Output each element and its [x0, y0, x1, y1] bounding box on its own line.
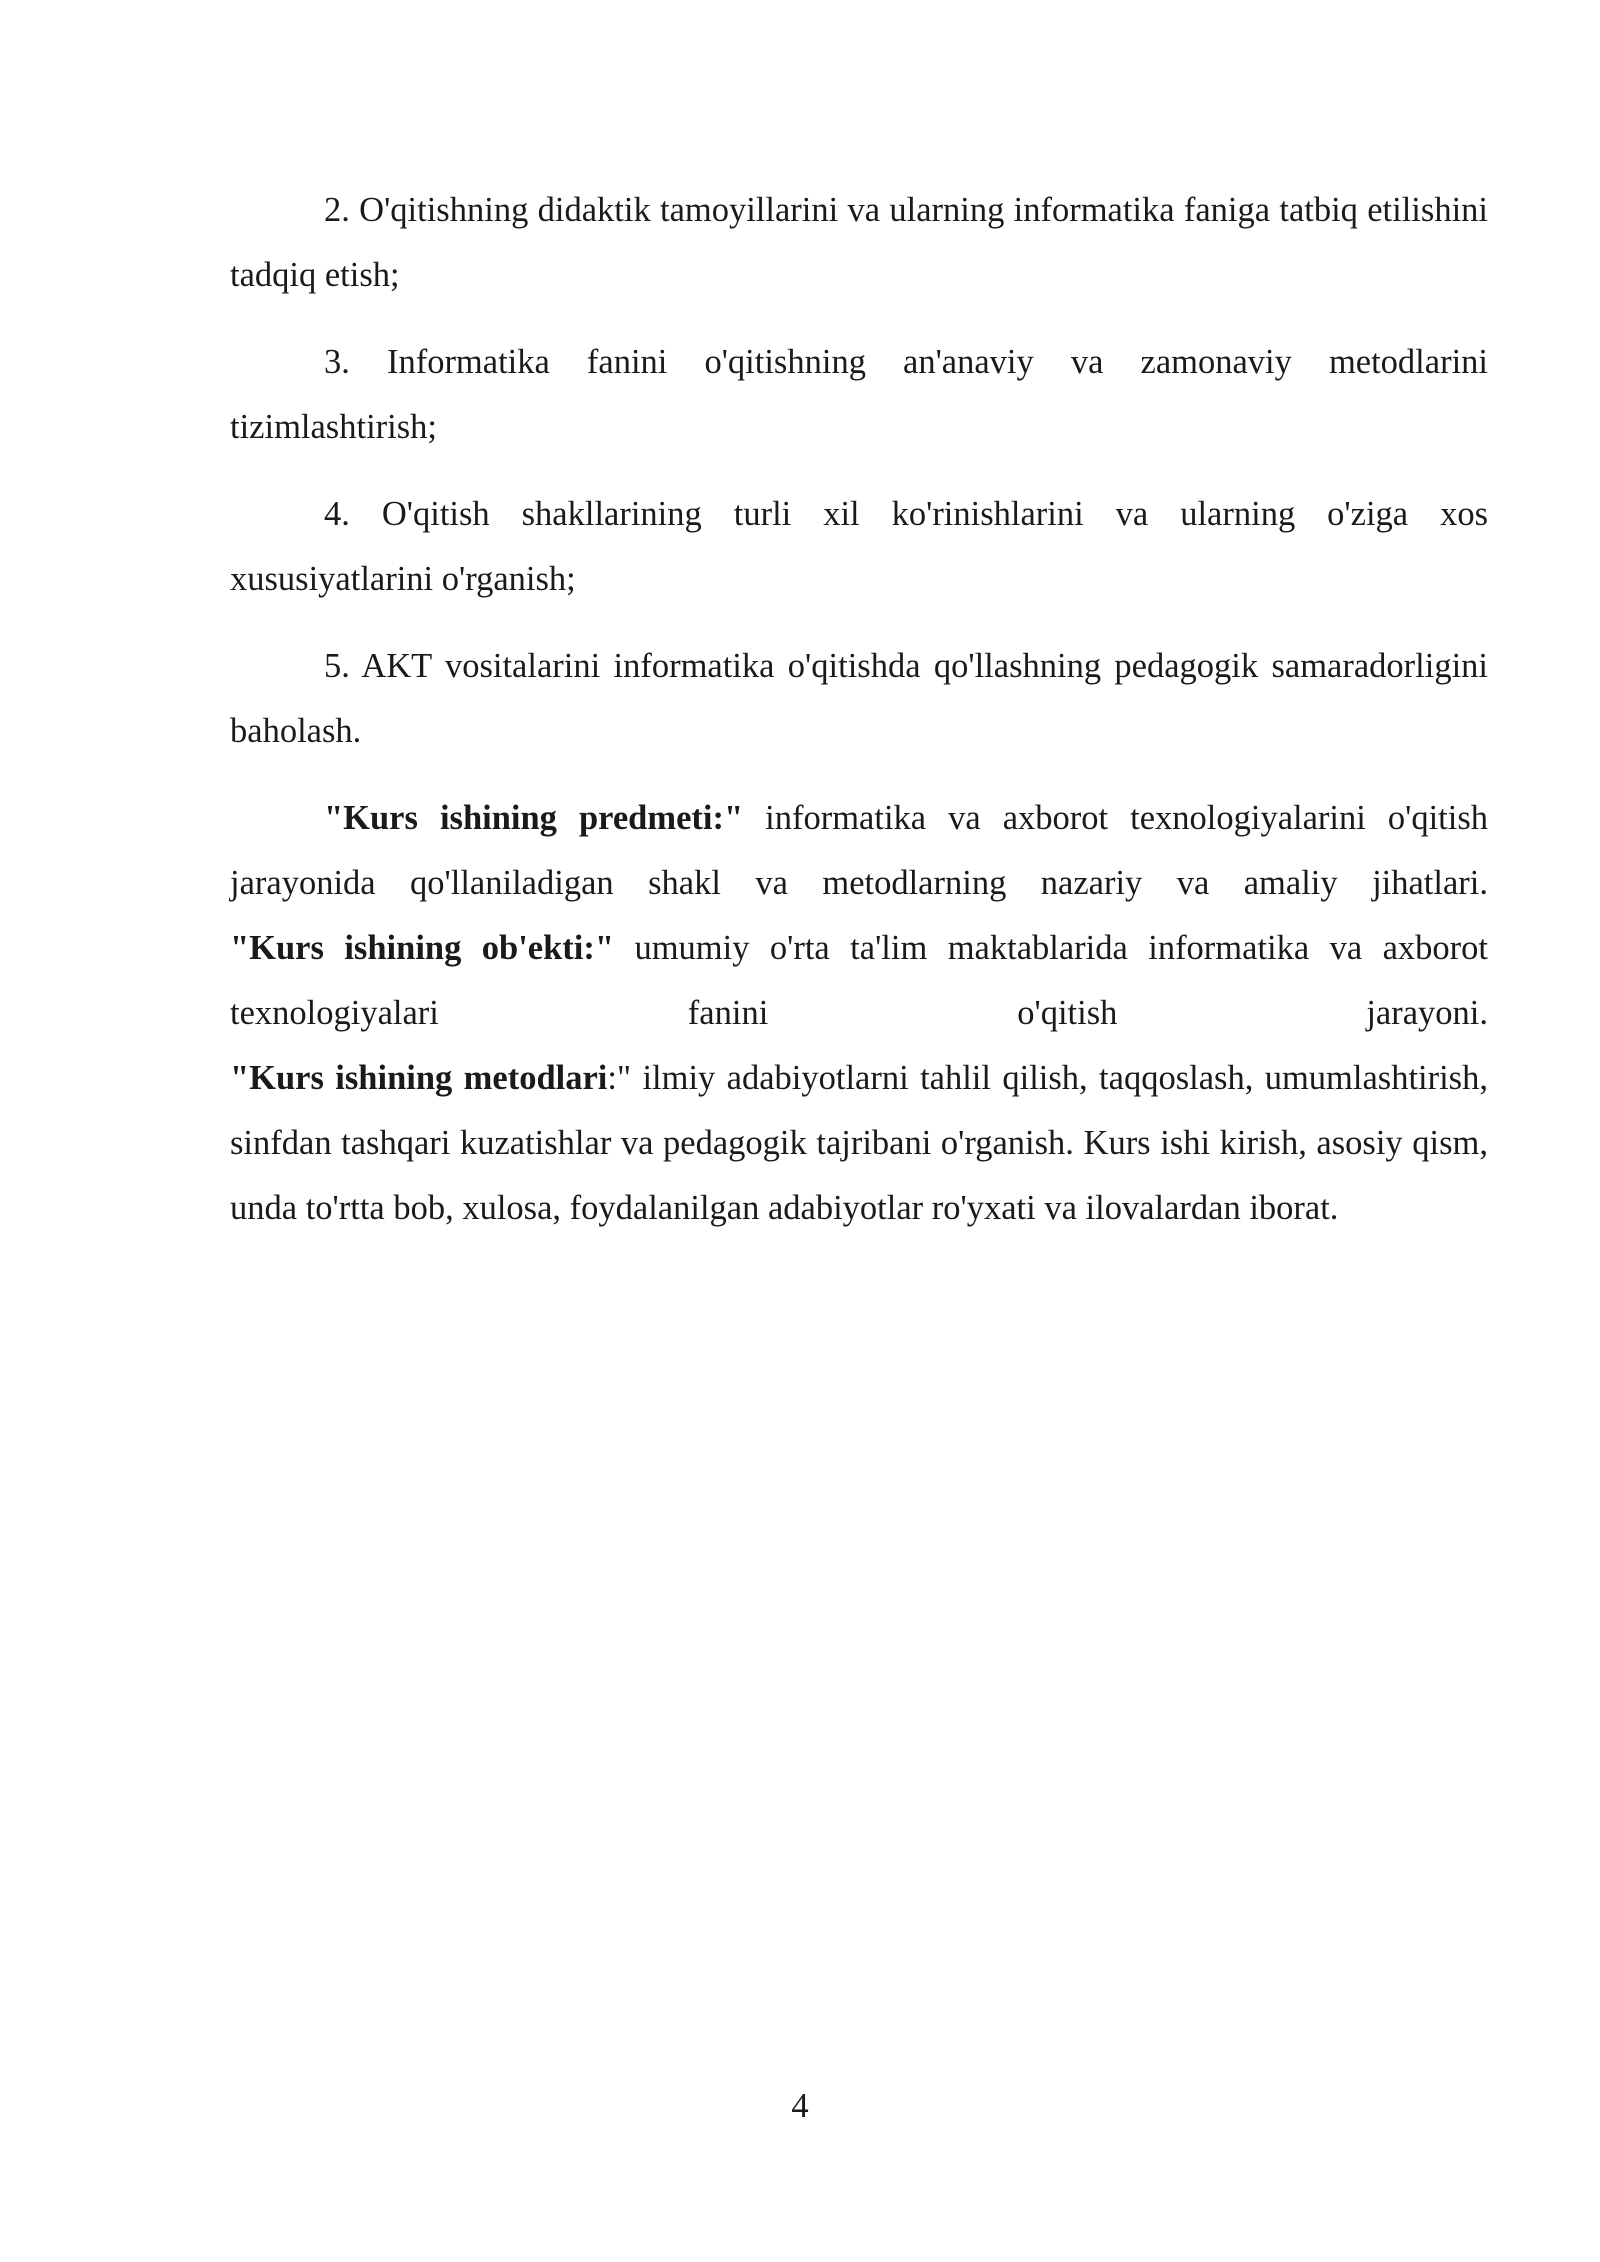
- object-text: umumiy o'rta ta'lim maktablarida informatika va axborot texnologiyalari fanini o'qitish jarayoni.: [230, 929, 1488, 1032]
- object-label: "Kurs ishining ob'ekti:": [230, 929, 615, 967]
- subject-text: informatika va axborot texnologiyalarini o'qitish jarayonida qo'llaniladigan shakl va metodlarning nazariy va amaliy jihatlari.: [230, 799, 1488, 902]
- course-summary: [230, 786, 1488, 1241]
- page-body: [230, 178, 1488, 1241]
- list-item-3: 3. Informatika fanini o'qitishning an'anaviy va zamonaviy metodlarini tizimlashtirish;: [230, 343, 1488, 446]
- methods-label: "Kurs ishining metodlari: [230, 1059, 608, 1097]
- subject-label: "Kurs ishining predmeti:": [324, 799, 744, 837]
- list-item-4: 4. O'qitish shakllarining turli xil ko'rinishlarini va ularning o'ziga xos xususiyatlarini o'rganish;: [230, 495, 1488, 598]
- methods-text: :" ilmiy adabiyotlarni tahlil qilish, taqqoslash, umumlashtirish, sinfdan tashqari kuzatishlar va pedagogik tajribani o'rganish.: [230, 1059, 1488, 1162]
- page-number: 4: [791, 2087, 809, 2125]
- subject-statement: [230, 786, 1488, 916]
- structure-text: Kurs ishi kirish, asosiy qism, unda to'rtta bob, xulosa, foydalanilgan adabiyotlar ro'yxati va ilovalardan iborat.: [230, 1124, 1488, 1227]
- object-statement: [230, 916, 1488, 1046]
- methods-statement: [230, 1046, 1488, 1241]
- list-item-2: 2. O'qitishning didaktik tamoyillarini va ularning informatika faniga tatbiq etilishini tadqiq etish;: [230, 191, 1488, 294]
- list-item-5: 5. AKT vositalarini informatika o'qitishda qo'llashning pedagogik samaradorligini baholash.: [230, 647, 1488, 750]
